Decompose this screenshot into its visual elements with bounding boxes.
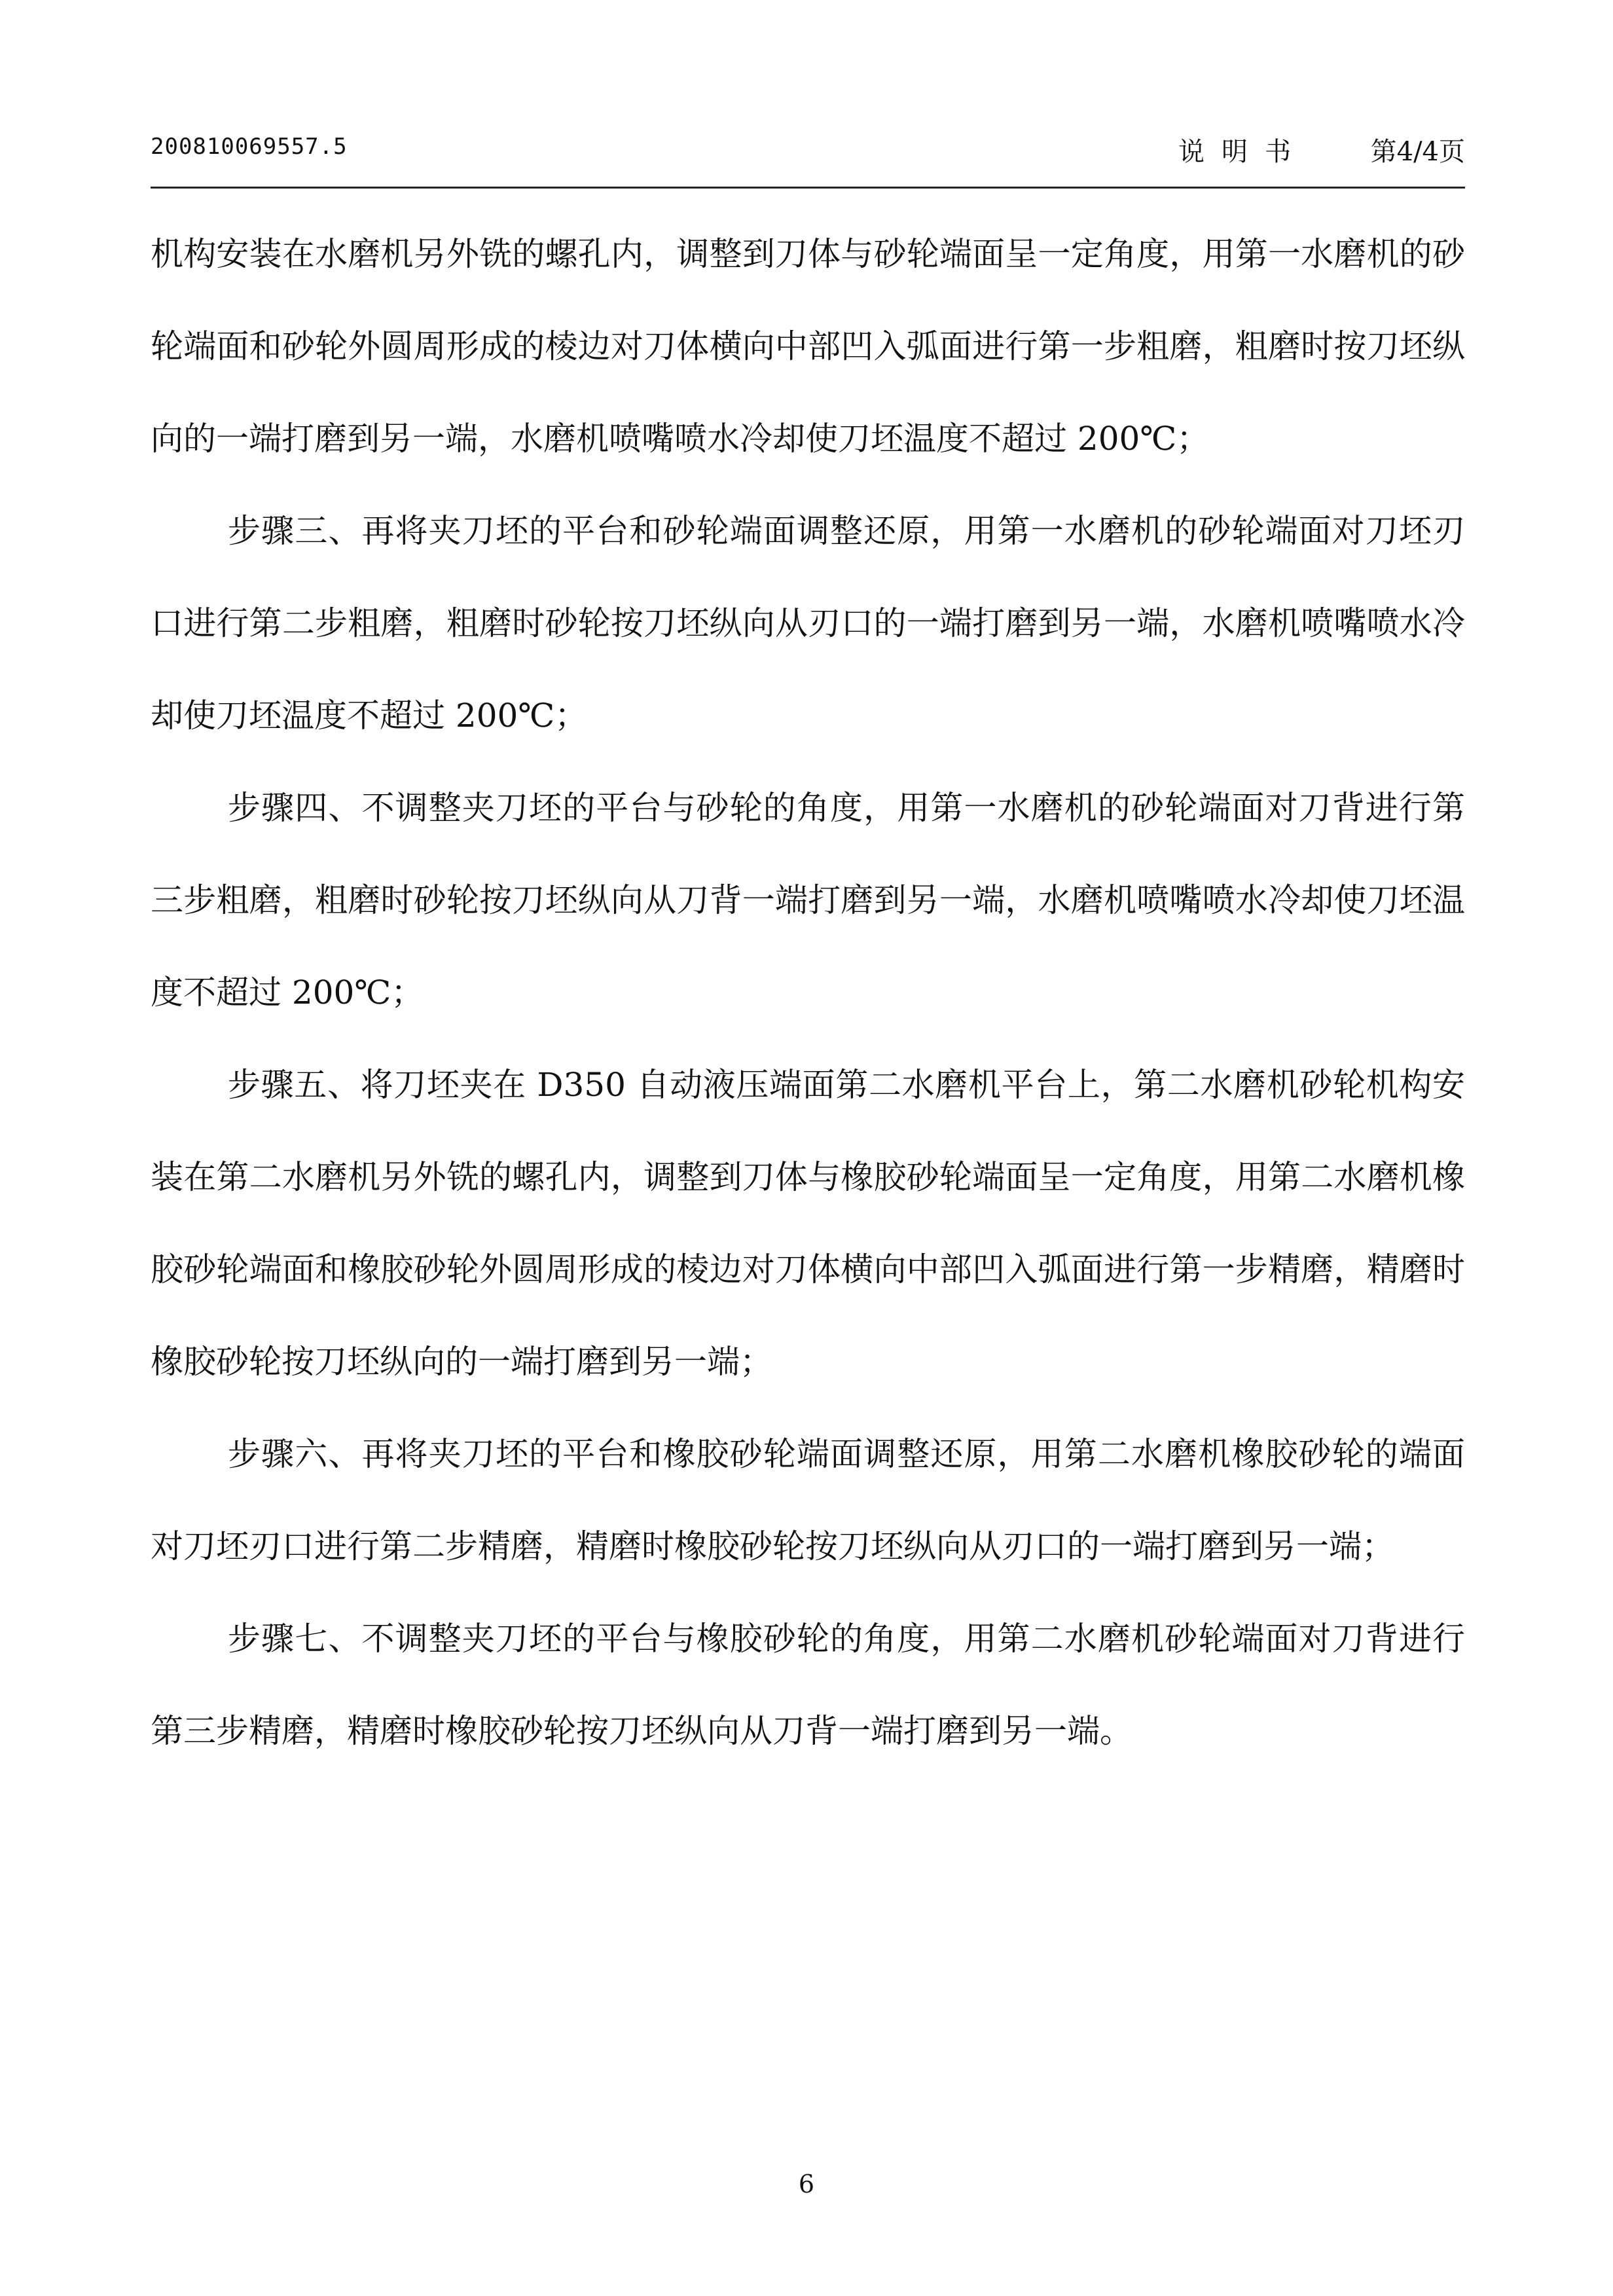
page-footer (0, 2170, 1613, 2198)
page-indicator: 第4/4页 (1370, 137, 1465, 167)
application-number: 200810069557.5 (151, 134, 348, 160)
paragraph-step-5: 步骤五、将刀坯夹在 D350 自动液压端面第二水磨机平台上，第二水磨机砂轮机构安装在第二水磨机另外铣的螺孔内，调整到刀体与橡胶砂轮端面呈一定角度，用第二水磨机橡胶砂轮端面和橡胶砂轮外圆周形成的棱边对刀体横向中部凹入弧面进行第一步精磨，精磨时橡胶砂轮按刀坯纵向的一端打磨到另一端； (151, 1066, 1465, 1381)
paragraph-step-4: 步骤四、不调整夹刀坯的平台与砂轮的角度，用第一水磨机的砂轮端面对刀背进行第三步粗磨，粗磨时砂轮按刀坯纵向从刀背一端打磨到另一端，水磨机喷嘴喷水冷却使刀坯温度不超过 200℃； (151, 789, 1465, 1011)
page-number: 6 (798, 2170, 815, 2198)
paragraph-step-3: 步骤三、再将夹刀坯的平台和砂轮端面调整还原，用第一水磨机的砂轮端面对刀坯刃口进行第二步粗磨，粗磨时砂轮按刀坯纵向从刃口的一端打磨到另一端，水磨机喷嘴喷水冷却使刀坯温度不超过 200℃； (151, 512, 1465, 735)
header-divider (151, 187, 1465, 189)
page-header (151, 128, 1465, 174)
document-type-label: 说明书 (1178, 137, 1308, 167)
document-body (151, 208, 1465, 1777)
paragraph-step-6: 步骤六、再将夹刀坯的平台和橡胶砂轮端面调整还原，用第二水磨机橡胶砂轮的端面对刀坯刃口进行第二步精磨，精磨时橡胶砂轮按刀坯纵向从刃口的一端打磨到另一端； (151, 1435, 1465, 1565)
paragraph-step-7: 步骤七、不调整夹刀坯的平台与橡胶砂轮的角度，用第二水磨机砂轮端面对刀背进行第三步精磨，精磨时橡胶砂轮按刀坯纵向从刀背一端打磨到另一端。 (151, 1620, 1465, 1750)
paragraph-continuation: 机构安装在水磨机另外铣的螺孔内，调整到刀体与砂轮端面呈一定角度，用第一水磨机的砂轮端面和砂轮外圆周形成的棱边对刀体横向中部凹入弧面进行第一步粗磨，粗磨时按刀坯纵向的一端打磨到另一端，水磨机喷嘴喷水冷却使刀坯温度不超过 200℃； (151, 235, 1465, 458)
